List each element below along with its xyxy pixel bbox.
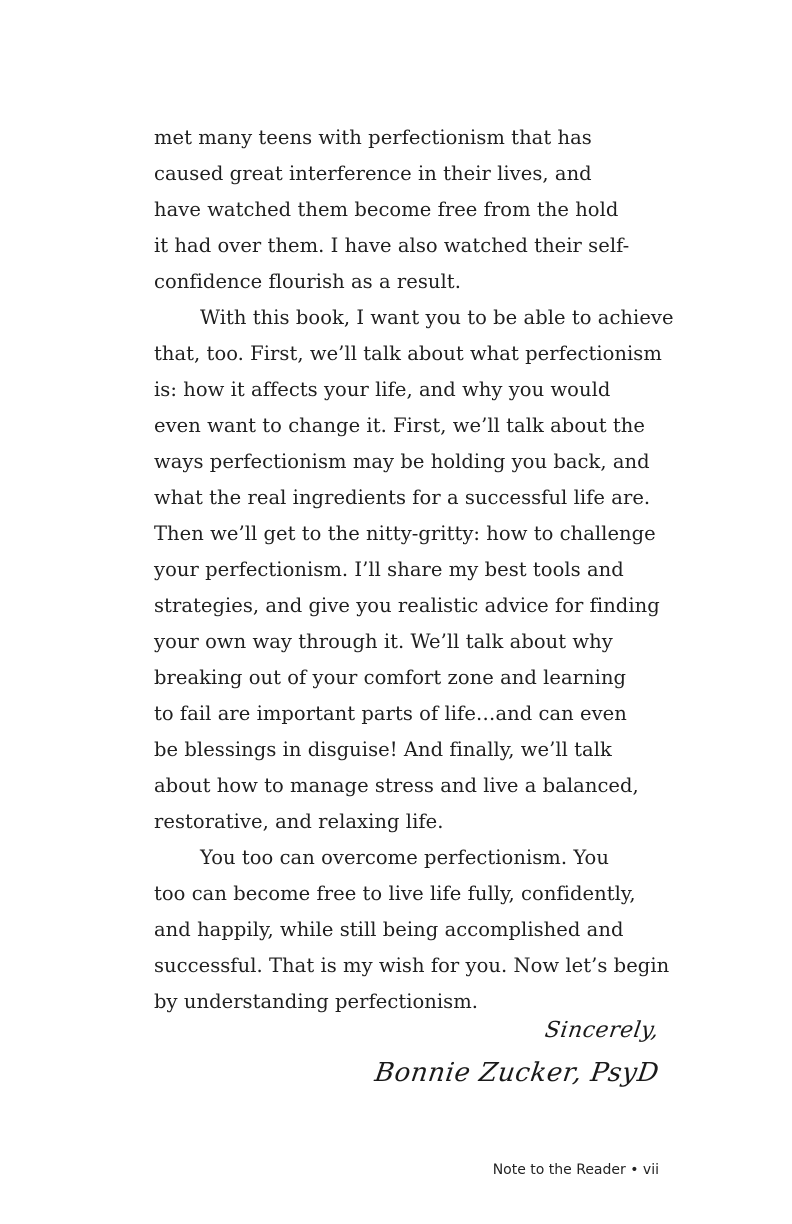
text-line: is: how it affects your life, and why you would — [154, 378, 611, 401]
text-line: your perfectionism. I’ll share my best tools and — [154, 558, 624, 581]
text-line: what the real ingredients for a successful life are. — [154, 486, 651, 509]
text-line: Then we’ll get to the nitty-gritty: how to challenge — [154, 522, 656, 545]
text-line: your own way through it. We’ll talk about why — [154, 630, 613, 653]
text-line: confidence flourish as a result. — [154, 270, 461, 293]
text-line: to fail are important parts of life…and can even — [154, 702, 627, 725]
text-line: be blessings in disguise! And finally, we’ll talk — [154, 738, 612, 761]
text-line: that, too. First, we’ll talk about what perfectionism — [154, 342, 662, 365]
paragraph-3 — [154, 840, 670, 1020]
text-line: successful. That is my wish for you. Now let’s begin — [154, 954, 670, 977]
text-line: strategies, and give you realistic advice for finding — [154, 594, 660, 617]
text-line: and happily, while still being accomplished and — [154, 918, 624, 941]
text-line: have watched them become free from the hold — [154, 198, 619, 221]
paragraph-2 — [154, 300, 674, 840]
text-line: caused great interference in their lives, and — [154, 162, 592, 185]
text-line: too can become free to live life fully, confidently, — [154, 882, 636, 905]
text-line: With this book, I want you to be able to achieve — [200, 306, 674, 329]
text-line: You too can overcome perfectionism. You — [200, 846, 609, 869]
body-text — [154, 120, 674, 1020]
text-line: it had over them. I have also watched their self- — [154, 234, 630, 257]
text-line: about how to manage stress and live a balanced, — [154, 774, 639, 797]
text-line: by understanding perfectionism. — [154, 990, 479, 1013]
text-line: restorative, and relaxing life. — [154, 810, 444, 833]
text-line: met many teens with perfectionism that has — [154, 126, 592, 149]
text-line: ways perfectionism may be holding you back, and — [154, 450, 650, 473]
signature-name: Bonnie Zucker, PsyD — [372, 1058, 662, 1088]
page-footer: Note to the Reader • vii — [492, 1162, 659, 1178]
signature-closing: Sincerely, — [543, 1018, 661, 1043]
paragraph-1 — [154, 120, 664, 300]
text-line: breaking out of your comfort zone and learning — [154, 666, 627, 689]
text-line: even want to change it. First, we’ll talk about the — [154, 414, 645, 437]
